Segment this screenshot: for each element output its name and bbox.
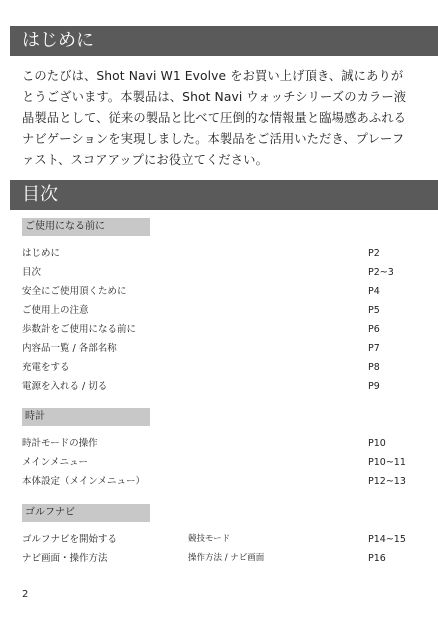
toc-entry-page: P2~3 xyxy=(368,267,394,278)
toc-entry[interactable] xyxy=(22,550,422,567)
toc-entry-title: 内容品一覧 / 各部名称 xyxy=(22,343,117,354)
intro-heading: はじめに xyxy=(22,30,94,51)
intro-paragraph: このたびは、Shot Navi W1 Evolve をお買い上げ頂き、誠にありがとうございます。本製品は、Shot Navi ウォッチシリーズのカラー液晶製品として、従来の製品と比べて圧倒的な情報量と臨場感あふれるナビゲーションを実現しました。本製品をご活用いただき、プレーファスト、スコアアップにお役立てください。 xyxy=(22,69,407,167)
page-number: 2 xyxy=(22,589,29,600)
toc-section-label-before-use: ご使用になる前に xyxy=(22,218,150,236)
toc-entry-subtitle: 操作方法 / ナビ画面 xyxy=(188,553,265,563)
toc-entry-title: 電源を入れる / 切る xyxy=(22,381,108,392)
toc-entry[interactable] xyxy=(22,435,422,452)
toc-entry[interactable] xyxy=(22,245,422,262)
toc-entry-title: 安全にご使用頂くために xyxy=(22,286,127,297)
toc-entry[interactable] xyxy=(22,321,422,338)
toc-entry[interactable] xyxy=(22,473,422,490)
toc-entry-page: P12~13 xyxy=(368,476,406,487)
toc-entry[interactable] xyxy=(22,359,422,376)
toc-entry-title: ご使用上の注意 xyxy=(22,305,89,316)
toc-entry-page: P7 xyxy=(368,343,380,354)
toc-entry-page: P16 xyxy=(368,553,386,564)
toc-entry-page: P6 xyxy=(368,324,380,335)
toc-entry-page: P8 xyxy=(368,362,380,373)
toc-entry-title: ゴルフナビを開始する xyxy=(22,534,118,545)
toc-entry-title: 時計モードの操作 xyxy=(22,438,98,449)
toc-section-label-watch: 時計 xyxy=(22,408,150,426)
toc-entry-page: P14~15 xyxy=(368,534,406,545)
intro-heading-banner xyxy=(10,26,438,56)
toc-entry-title: ナビ画面・操作方法 xyxy=(22,553,108,564)
toc-entry-title: 歩数計をご使用になる前に xyxy=(22,324,137,335)
toc-heading-banner xyxy=(10,180,438,210)
toc-section-label-golf-navi: ゴルフナビ xyxy=(22,504,150,522)
toc-entry-title: 目次 xyxy=(22,267,42,278)
toc-entry-title: 本体設定（メインメニュー） xyxy=(22,476,146,487)
toc-entry[interactable] xyxy=(22,264,422,281)
toc-entry-page: P10 xyxy=(368,438,386,449)
toc-entry-page: P10~11 xyxy=(368,457,406,468)
toc-entry-page: P5 xyxy=(368,305,380,316)
toc-entry[interactable] xyxy=(22,340,422,357)
toc-entry-title: はじめに xyxy=(22,248,61,259)
toc-entry[interactable] xyxy=(22,302,422,319)
toc-entry[interactable] xyxy=(22,283,422,300)
toc-entry-page: P9 xyxy=(368,381,380,392)
toc-entry-subtitle: 競技モード xyxy=(188,534,231,544)
toc-entry[interactable] xyxy=(22,378,422,395)
toc-entry-title: 充電をする xyxy=(22,362,70,373)
toc-entry-title: メインメニュー xyxy=(22,457,89,468)
toc-entry[interactable] xyxy=(22,454,422,471)
toc-entry-page: P2 xyxy=(368,248,380,259)
toc-heading: 目次 xyxy=(22,184,58,205)
toc-entry[interactable] xyxy=(22,531,422,548)
toc-entry-page: P4 xyxy=(368,286,380,297)
